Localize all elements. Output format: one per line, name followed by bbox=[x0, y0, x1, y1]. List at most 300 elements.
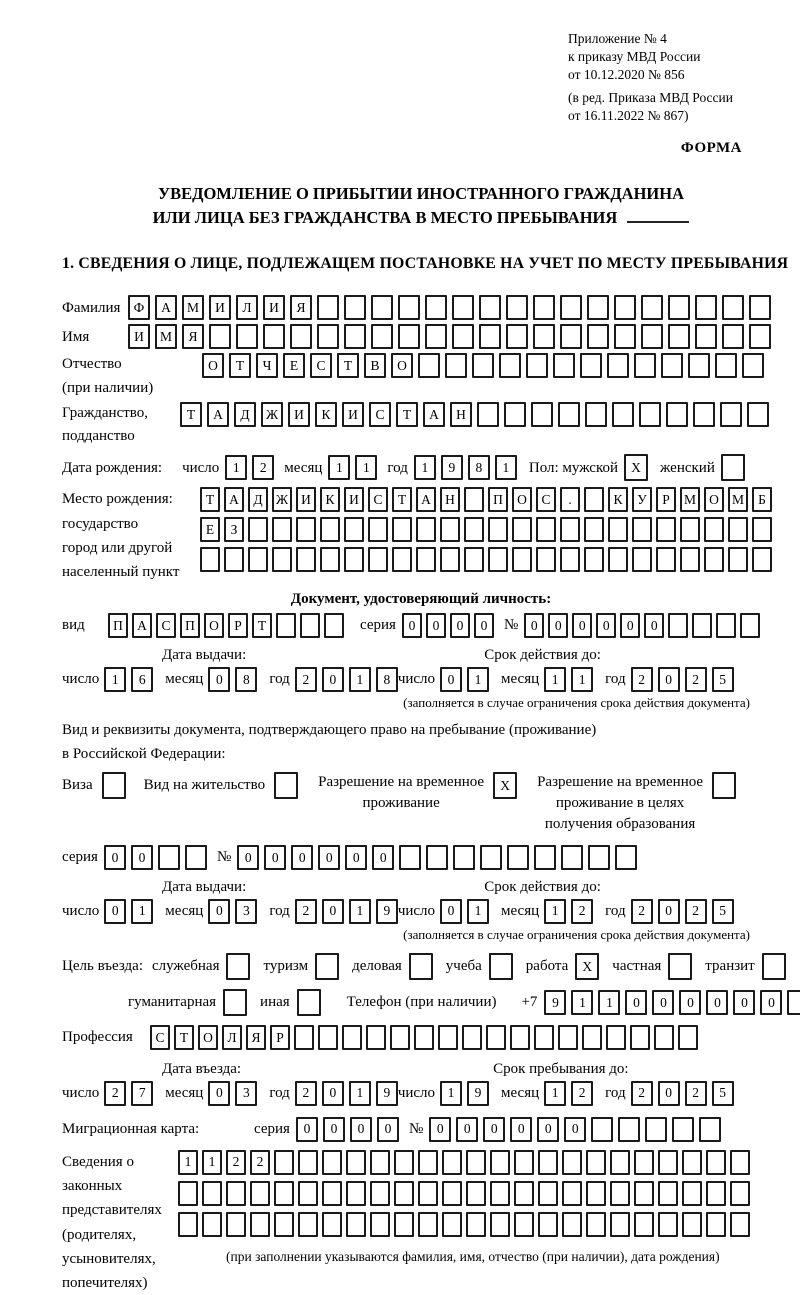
entry-day-cells[interactable] bbox=[104, 1081, 153, 1106]
form-cell[interactable] bbox=[178, 1212, 198, 1237]
form-cell[interactable] bbox=[661, 353, 683, 378]
form-cell[interactable]: 0 bbox=[208, 667, 230, 692]
form-cell[interactable] bbox=[580, 353, 602, 378]
form-cell[interactable]: 0 bbox=[537, 1117, 559, 1142]
form-cell[interactable] bbox=[370, 1181, 390, 1206]
form-cell[interactable] bbox=[489, 953, 513, 980]
form-cell[interactable] bbox=[296, 517, 316, 542]
form-cell[interactable]: 7 bbox=[131, 1081, 153, 1106]
form-cell[interactable]: Я bbox=[182, 324, 204, 349]
form-cell[interactable]: С bbox=[536, 487, 556, 512]
form-cell[interactable]: 0 bbox=[323, 1117, 345, 1142]
form-cell[interactable] bbox=[488, 547, 508, 572]
form-cell[interactable] bbox=[178, 1181, 198, 1206]
form-cell[interactable] bbox=[534, 845, 556, 870]
doc-number-cells[interactable] bbox=[524, 613, 760, 638]
form-cell[interactable] bbox=[538, 1181, 558, 1206]
form-cell[interactable]: С bbox=[368, 487, 388, 512]
birth-month-cells[interactable] bbox=[328, 455, 377, 480]
form-cell[interactable]: Е bbox=[200, 517, 220, 542]
form-cell[interactable] bbox=[322, 1181, 342, 1206]
representatives-cells-row3[interactable] bbox=[178, 1212, 750, 1237]
form-cell[interactable] bbox=[398, 324, 420, 349]
form-cell[interactable]: 0 bbox=[644, 613, 664, 638]
form-cell[interactable]: 9 bbox=[544, 990, 566, 1015]
form-cell[interactable]: Е bbox=[283, 353, 305, 378]
form-cell[interactable]: 0 bbox=[450, 613, 470, 638]
form-cell[interactable]: 0 bbox=[524, 613, 544, 638]
form-cell[interactable]: 8 bbox=[235, 667, 257, 692]
form-cell[interactable] bbox=[634, 1150, 654, 1175]
form-cell[interactable]: 0 bbox=[291, 845, 313, 870]
migration-card-number-cells[interactable] bbox=[429, 1117, 721, 1142]
form-cell[interactable]: 0 bbox=[658, 667, 680, 692]
form-cell[interactable] bbox=[536, 547, 556, 572]
form-cell[interactable] bbox=[296, 547, 316, 572]
form-cell[interactable]: 0 bbox=[322, 1081, 344, 1106]
purpose-transit-checkbox[interactable] bbox=[762, 953, 786, 980]
form-cell[interactable] bbox=[591, 1117, 613, 1142]
form-cell[interactable] bbox=[533, 295, 555, 320]
form-cell[interactable]: 1 bbox=[104, 667, 126, 692]
residence-issue-month-cells[interactable] bbox=[208, 899, 257, 924]
form-cell[interactable]: 0 bbox=[564, 1117, 586, 1142]
form-cell[interactable] bbox=[538, 1150, 558, 1175]
form-cell[interactable] bbox=[512, 547, 532, 572]
form-cell[interactable] bbox=[706, 1150, 726, 1175]
form-cell[interactable]: Н bbox=[440, 487, 460, 512]
form-cell[interactable]: 2 bbox=[104, 1081, 126, 1106]
phone-cells[interactable] bbox=[544, 990, 800, 1015]
form-cell[interactable] bbox=[722, 295, 744, 320]
form-cell[interactable] bbox=[399, 845, 421, 870]
form-cell[interactable] bbox=[324, 613, 344, 638]
form-cell[interactable] bbox=[584, 547, 604, 572]
form-cell[interactable]: Т bbox=[252, 613, 272, 638]
form-cell[interactable] bbox=[368, 517, 388, 542]
form-cell[interactable] bbox=[462, 1025, 482, 1050]
form-cell[interactable] bbox=[514, 1212, 534, 1237]
form-cell[interactable]: 0 bbox=[131, 845, 153, 870]
form-cell[interactable]: 0 bbox=[483, 1117, 505, 1142]
form-cell[interactable] bbox=[414, 1025, 434, 1050]
form-cell[interactable]: 0 bbox=[402, 613, 422, 638]
form-cell[interactable] bbox=[658, 1212, 678, 1237]
form-cell[interactable]: Т bbox=[337, 353, 359, 378]
form-cell[interactable]: И bbox=[128, 324, 150, 349]
form-cell[interactable] bbox=[645, 1117, 667, 1142]
form-cell[interactable]: 1 bbox=[440, 1081, 462, 1106]
form-cell[interactable] bbox=[294, 1025, 314, 1050]
form-cell[interactable] bbox=[344, 324, 366, 349]
form-cell[interactable] bbox=[553, 353, 575, 378]
form-cell[interactable] bbox=[438, 1025, 458, 1050]
surname-cells[interactable] bbox=[128, 295, 771, 320]
form-cell[interactable]: 0 bbox=[510, 1117, 532, 1142]
form-cell[interactable] bbox=[466, 1181, 486, 1206]
form-cell[interactable] bbox=[584, 487, 604, 512]
doc-expiry-day-cells[interactable] bbox=[440, 667, 489, 692]
residence-issue-day-cells[interactable] bbox=[104, 899, 153, 924]
doc-issue-month-cells[interactable] bbox=[208, 667, 257, 692]
form-cell[interactable]: Б bbox=[752, 487, 772, 512]
form-cell[interactable]: 9 bbox=[376, 899, 398, 924]
form-cell[interactable] bbox=[274, 772, 298, 799]
form-cell[interactable] bbox=[608, 517, 628, 542]
form-cell[interactable] bbox=[344, 517, 364, 542]
form-cell[interactable] bbox=[610, 1212, 630, 1237]
form-cell[interactable]: Р bbox=[656, 487, 676, 512]
form-cell[interactable] bbox=[666, 402, 688, 427]
form-cell[interactable]: Д bbox=[248, 487, 268, 512]
form-cell[interactable] bbox=[606, 1025, 626, 1050]
form-cell[interactable]: 1 bbox=[202, 1150, 222, 1175]
form-cell[interactable]: 2 bbox=[631, 667, 653, 692]
form-cell[interactable] bbox=[668, 324, 690, 349]
profession-cells[interactable] bbox=[150, 1025, 698, 1050]
form-cell[interactable] bbox=[587, 295, 609, 320]
form-cell[interactable] bbox=[315, 953, 339, 980]
form-cell[interactable] bbox=[682, 1212, 702, 1237]
form-cell[interactable]: Ж bbox=[261, 402, 283, 427]
form-cell[interactable] bbox=[531, 402, 553, 427]
form-cell[interactable] bbox=[248, 547, 268, 572]
form-cell[interactable] bbox=[300, 613, 320, 638]
form-cell[interactable] bbox=[442, 1181, 462, 1206]
form-cell[interactable]: 0 bbox=[426, 613, 446, 638]
form-cell[interactable] bbox=[453, 845, 475, 870]
birth-place-cells-row1[interactable] bbox=[200, 487, 772, 512]
form-cell[interactable] bbox=[639, 402, 661, 427]
form-cell[interactable]: 0 bbox=[620, 613, 640, 638]
form-cell[interactable] bbox=[317, 295, 339, 320]
form-cell[interactable] bbox=[318, 1025, 338, 1050]
form-cell[interactable]: Т bbox=[229, 353, 251, 378]
form-cell[interactable] bbox=[185, 845, 207, 870]
form-cell[interactable]: 1 bbox=[571, 990, 593, 1015]
form-cell[interactable]: 0 bbox=[440, 667, 462, 692]
form-cell[interactable] bbox=[562, 1212, 582, 1237]
form-cell[interactable]: А bbox=[155, 295, 177, 320]
form-cell[interactable] bbox=[722, 324, 744, 349]
form-cell[interactable]: О bbox=[704, 487, 724, 512]
form-cell[interactable]: П bbox=[180, 613, 200, 638]
form-cell[interactable] bbox=[371, 295, 393, 320]
form-cell[interactable] bbox=[466, 1212, 486, 1237]
form-cell[interactable]: 0 bbox=[596, 613, 616, 638]
form-cell[interactable] bbox=[368, 547, 388, 572]
form-cell[interactable] bbox=[297, 989, 321, 1016]
form-cell[interactable] bbox=[695, 324, 717, 349]
form-cell[interactable] bbox=[418, 353, 440, 378]
form-cell[interactable]: 2 bbox=[252, 455, 274, 480]
form-cell[interactable]: 2 bbox=[295, 899, 317, 924]
form-cell[interactable] bbox=[507, 845, 529, 870]
form-cell[interactable]: 0 bbox=[318, 845, 340, 870]
form-cell[interactable] bbox=[158, 845, 180, 870]
form-cell[interactable]: 1 bbox=[131, 899, 153, 924]
form-cell[interactable] bbox=[479, 324, 501, 349]
form-cell[interactable]: . bbox=[560, 487, 580, 512]
form-cell[interactable]: А bbox=[423, 402, 445, 427]
form-cell[interactable] bbox=[272, 547, 292, 572]
form-cell[interactable] bbox=[585, 402, 607, 427]
form-cell[interactable] bbox=[720, 402, 742, 427]
form-cell[interactable] bbox=[276, 613, 296, 638]
form-cell[interactable] bbox=[490, 1212, 510, 1237]
form-cell[interactable]: 0 bbox=[104, 899, 126, 924]
visa-checkbox[interactable] bbox=[102, 772, 126, 799]
form-cell[interactable] bbox=[274, 1181, 294, 1206]
form-cell[interactable] bbox=[209, 324, 231, 349]
form-cell[interactable]: 8 bbox=[468, 455, 490, 480]
form-cell[interactable]: М bbox=[680, 487, 700, 512]
form-cell[interactable] bbox=[538, 1212, 558, 1237]
form-cell[interactable] bbox=[704, 517, 724, 542]
form-cell[interactable] bbox=[712, 772, 736, 799]
form-cell[interactable] bbox=[416, 547, 436, 572]
sex-male-checkbox[interactable] bbox=[624, 454, 648, 481]
form-cell[interactable]: 2 bbox=[685, 1081, 707, 1106]
form-cell[interactable] bbox=[656, 517, 676, 542]
form-cell[interactable] bbox=[472, 353, 494, 378]
form-cell[interactable]: Н bbox=[450, 402, 472, 427]
form-cell[interactable]: И bbox=[342, 402, 364, 427]
form-cell[interactable]: 0 bbox=[548, 613, 568, 638]
purpose-private-checkbox[interactable] bbox=[668, 953, 692, 980]
form-cell[interactable] bbox=[582, 1025, 602, 1050]
form-cell[interactable] bbox=[236, 324, 258, 349]
form-cell[interactable]: К bbox=[320, 487, 340, 512]
form-cell[interactable] bbox=[641, 324, 663, 349]
form-cell[interactable] bbox=[298, 1181, 318, 1206]
sex-female-checkbox[interactable] bbox=[721, 454, 745, 481]
form-cell[interactable] bbox=[560, 324, 582, 349]
temp-residence-education-checkbox[interactable] bbox=[712, 772, 736, 799]
form-cell[interactable] bbox=[742, 353, 764, 378]
form-cell[interactable]: 0 bbox=[322, 899, 344, 924]
form-cell[interactable] bbox=[425, 295, 447, 320]
doc-issue-day-cells[interactable] bbox=[104, 667, 153, 692]
form-cell[interactable] bbox=[418, 1150, 438, 1175]
birth-day-cells[interactable] bbox=[225, 455, 274, 480]
representatives-cells-row1[interactable] bbox=[178, 1150, 750, 1175]
purpose-work-checkbox[interactable] bbox=[575, 953, 599, 980]
form-cell[interactable]: 0 bbox=[372, 845, 394, 870]
form-cell[interactable]: А bbox=[132, 613, 152, 638]
form-cell[interactable]: О bbox=[202, 353, 224, 378]
purpose-other-checkbox[interactable] bbox=[297, 989, 321, 1016]
form-cell[interactable] bbox=[558, 402, 580, 427]
form-cell[interactable]: 1 bbox=[544, 667, 566, 692]
form-cell[interactable] bbox=[344, 295, 366, 320]
form-cell[interactable]: 0 bbox=[456, 1117, 478, 1142]
residence-expiry-year-cells[interactable] bbox=[631, 899, 734, 924]
form-cell[interactable] bbox=[390, 1025, 410, 1050]
stay-month-cells[interactable] bbox=[544, 1081, 593, 1106]
form-cell[interactable] bbox=[607, 353, 629, 378]
form-cell[interactable]: 0 bbox=[572, 613, 592, 638]
form-cell[interactable]: И bbox=[209, 295, 231, 320]
form-cell[interactable]: 5 bbox=[712, 667, 734, 692]
representatives-cells-row2[interactable] bbox=[178, 1181, 750, 1206]
form-cell[interactable]: 1 bbox=[225, 455, 247, 480]
form-cell[interactable]: З bbox=[224, 517, 244, 542]
form-cell[interactable]: Л bbox=[222, 1025, 242, 1050]
form-cell[interactable]: 0 bbox=[658, 1081, 680, 1106]
form-cell[interactable] bbox=[394, 1181, 414, 1206]
form-cell[interactable]: О bbox=[204, 613, 224, 638]
form-cell[interactable]: 5 bbox=[712, 899, 734, 924]
form-cell[interactable] bbox=[634, 1181, 654, 1206]
form-cell[interactable] bbox=[464, 517, 484, 542]
form-cell[interactable]: М bbox=[728, 487, 748, 512]
form-cell[interactable] bbox=[656, 547, 676, 572]
form-cell[interactable]: 0 bbox=[264, 845, 286, 870]
form-cell[interactable] bbox=[749, 324, 771, 349]
entry-month-cells[interactable] bbox=[208, 1081, 257, 1106]
birth-year-cells[interactable] bbox=[414, 455, 517, 480]
doc-expiry-month-cells[interactable] bbox=[544, 667, 593, 692]
form-cell[interactable]: М bbox=[182, 295, 204, 320]
form-cell[interactable] bbox=[452, 295, 474, 320]
form-cell[interactable] bbox=[298, 1150, 318, 1175]
form-cell[interactable]: 0 bbox=[322, 667, 344, 692]
form-cell[interactable]: 0 bbox=[733, 990, 755, 1015]
form-cell[interactable] bbox=[634, 1212, 654, 1237]
purpose-tourism-checkbox[interactable] bbox=[315, 953, 339, 980]
form-cell[interactable]: 0 bbox=[625, 990, 647, 1015]
form-cell[interactable] bbox=[510, 1025, 530, 1050]
form-cell[interactable]: 6 bbox=[131, 667, 153, 692]
form-cell[interactable]: 0 bbox=[474, 613, 494, 638]
form-cell[interactable] bbox=[514, 1181, 534, 1206]
form-cell[interactable] bbox=[224, 547, 244, 572]
form-cell[interactable]: Я bbox=[246, 1025, 266, 1050]
form-cell[interactable] bbox=[526, 353, 548, 378]
form-cell[interactable]: Р bbox=[270, 1025, 290, 1050]
residence-expiry-month-cells[interactable] bbox=[544, 899, 593, 924]
purpose-study-checkbox[interactable] bbox=[489, 953, 513, 980]
form-cell[interactable] bbox=[342, 1025, 362, 1050]
form-cell[interactable] bbox=[394, 1212, 414, 1237]
form-cell[interactable] bbox=[715, 353, 737, 378]
form-cell[interactable] bbox=[440, 547, 460, 572]
form-cell[interactable] bbox=[200, 547, 220, 572]
form-cell[interactable]: 2 bbox=[631, 899, 653, 924]
form-cell[interactable] bbox=[512, 517, 532, 542]
form-cell[interactable]: И bbox=[288, 402, 310, 427]
form-cell[interactable]: 1 bbox=[178, 1150, 198, 1175]
form-cell[interactable] bbox=[610, 1150, 630, 1175]
form-cell[interactable] bbox=[752, 547, 772, 572]
form-cell[interactable] bbox=[706, 1212, 726, 1237]
form-cell[interactable] bbox=[618, 1117, 640, 1142]
form-cell[interactable] bbox=[632, 547, 652, 572]
form-cell[interactable] bbox=[102, 772, 126, 799]
form-cell[interactable] bbox=[490, 1181, 510, 1206]
form-cell[interactable]: А bbox=[416, 487, 436, 512]
form-cell[interactable] bbox=[680, 547, 700, 572]
form-cell[interactable] bbox=[416, 517, 436, 542]
residence-series-cells[interactable] bbox=[104, 845, 207, 870]
citizenship-cells[interactable] bbox=[180, 402, 769, 427]
form-cell[interactable]: 3 bbox=[235, 899, 257, 924]
form-cell[interactable]: 2 bbox=[250, 1150, 270, 1175]
form-cell[interactable]: 1 bbox=[467, 667, 489, 692]
form-cell[interactable]: С bbox=[310, 353, 332, 378]
form-cell[interactable] bbox=[587, 324, 609, 349]
form-cell[interactable] bbox=[272, 517, 292, 542]
form-cell[interactable]: С bbox=[156, 613, 176, 638]
form-cell[interactable] bbox=[608, 547, 628, 572]
form-cell[interactable]: X bbox=[575, 953, 599, 980]
form-cell[interactable]: О bbox=[198, 1025, 218, 1050]
form-cell[interactable] bbox=[504, 402, 526, 427]
doc-issue-year-cells[interactable] bbox=[295, 667, 398, 692]
form-cell[interactable] bbox=[418, 1212, 438, 1237]
form-cell[interactable] bbox=[490, 1150, 510, 1175]
form-cell[interactable]: 0 bbox=[350, 1117, 372, 1142]
residence-permit-checkbox[interactable] bbox=[274, 772, 298, 799]
form-cell[interactable] bbox=[534, 1025, 554, 1050]
form-cell[interactable] bbox=[536, 517, 556, 542]
form-cell[interactable] bbox=[466, 1150, 486, 1175]
form-cell[interactable] bbox=[561, 845, 583, 870]
form-cell[interactable]: 1 bbox=[467, 899, 489, 924]
form-cell[interactable] bbox=[641, 295, 663, 320]
form-cell[interactable]: 0 bbox=[760, 990, 782, 1015]
form-cell[interactable] bbox=[488, 517, 508, 542]
given-name-cells[interactable] bbox=[128, 324, 771, 349]
form-cell[interactable] bbox=[370, 1150, 390, 1175]
form-cell[interactable] bbox=[480, 845, 502, 870]
stay-year-cells[interactable] bbox=[631, 1081, 734, 1106]
form-cell[interactable]: 8 bbox=[376, 667, 398, 692]
form-cell[interactable]: Т bbox=[200, 487, 220, 512]
doc-expiry-year-cells[interactable] bbox=[631, 667, 734, 692]
form-cell[interactable] bbox=[704, 547, 724, 572]
form-cell[interactable]: С bbox=[369, 402, 391, 427]
form-cell[interactable] bbox=[464, 547, 484, 572]
form-cell[interactable] bbox=[418, 1181, 438, 1206]
form-cell[interactable] bbox=[506, 295, 528, 320]
form-cell[interactable] bbox=[584, 517, 604, 542]
form-cell[interactable] bbox=[248, 517, 268, 542]
form-cell[interactable]: 1 bbox=[571, 667, 593, 692]
form-cell[interactable] bbox=[442, 1212, 462, 1237]
form-cell[interactable] bbox=[320, 547, 340, 572]
form-cell[interactable] bbox=[721, 454, 745, 481]
form-cell[interactable]: У bbox=[632, 487, 652, 512]
form-cell[interactable] bbox=[226, 1212, 246, 1237]
form-cell[interactable] bbox=[263, 324, 285, 349]
form-cell[interactable] bbox=[366, 1025, 386, 1050]
form-cell[interactable] bbox=[612, 402, 634, 427]
form-cell[interactable]: Р bbox=[228, 613, 248, 638]
purpose-official-checkbox[interactable] bbox=[226, 953, 250, 980]
form-cell[interactable] bbox=[586, 1212, 606, 1237]
form-cell[interactable]: X bbox=[493, 772, 517, 799]
form-cell[interactable] bbox=[562, 1181, 582, 1206]
form-cell[interactable]: 0 bbox=[237, 845, 259, 870]
form-cell[interactable]: Т bbox=[392, 487, 412, 512]
form-cell[interactable] bbox=[202, 1181, 222, 1206]
form-cell[interactable]: 1 bbox=[349, 899, 371, 924]
form-cell[interactable]: 9 bbox=[467, 1081, 489, 1106]
form-cell[interactable] bbox=[695, 295, 717, 320]
form-cell[interactable] bbox=[452, 324, 474, 349]
